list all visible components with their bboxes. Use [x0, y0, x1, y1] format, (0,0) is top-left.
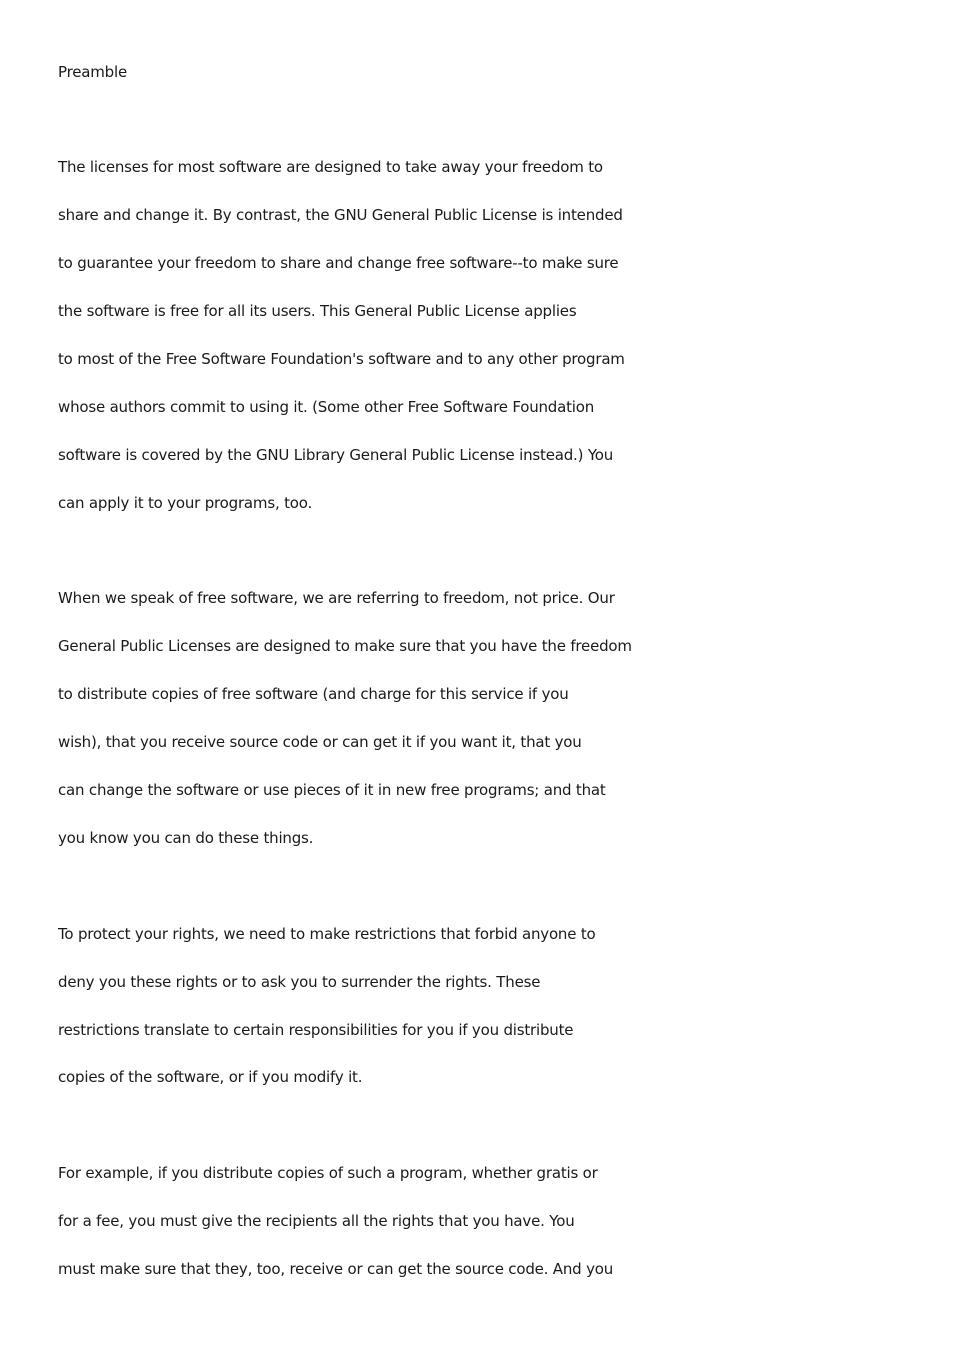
text-line: General Public Licenses are designed to make sure that you have the freedom: [58, 637, 632, 655]
text-line: The licenses for most software are designed to take away your freedom to: [58, 158, 603, 176]
text-line: must make sure that they, too, receive or can get the source code. And you: [58, 1260, 614, 1278]
text-line: deny you these rights or to ask you to surrender the rights. These: [58, 973, 541, 991]
text-line: the software is free for all its users. This General Public License applies: [58, 302, 577, 320]
heading-preamble: Preamble: [58, 63, 127, 81]
text-line: can apply it to your programs, too.: [58, 494, 313, 512]
text-line: to guarantee your freedom to share and change free software--to make sure: [58, 254, 619, 272]
text-line: For example, if you distribute copies of such a program, whether gratis or: [58, 1164, 598, 1182]
text-line: To protect your rights, we need to make restrictions that forbid anyone to: [58, 925, 596, 943]
text-line: When we speak of free software, we are referring to freedom, not price. Our: [58, 589, 615, 607]
text-line: software is covered by the GNU Library General Public License instead.) You: [58, 446, 614, 464]
text-line: to most of the Free Software Foundation's software and to any other program: [58, 350, 625, 368]
text-line: for a fee, you must give the recipients all the rights that you have. You: [58, 1212, 575, 1230]
text-line: to distribute copies of free software (and charge for this service if you: [58, 685, 569, 703]
text-line: copies of the software, or if you modify it.: [58, 1068, 363, 1086]
text-line: can change the software or use pieces of it in new free programs; and that: [58, 781, 606, 799]
text-line: share and change it. By contrast, the GNU General Public License is intended: [58, 206, 623, 224]
text-line: whose authors commit to using it. (Some other Free Software Foundation: [58, 398, 595, 416]
text-line: you know you can do these things.: [58, 829, 314, 847]
text-line: restrictions translate to certain responsibilities for you if you distribute: [58, 1021, 574, 1039]
text-line: wish), that you receive source code or can get it if you want it, that you: [58, 733, 582, 751]
